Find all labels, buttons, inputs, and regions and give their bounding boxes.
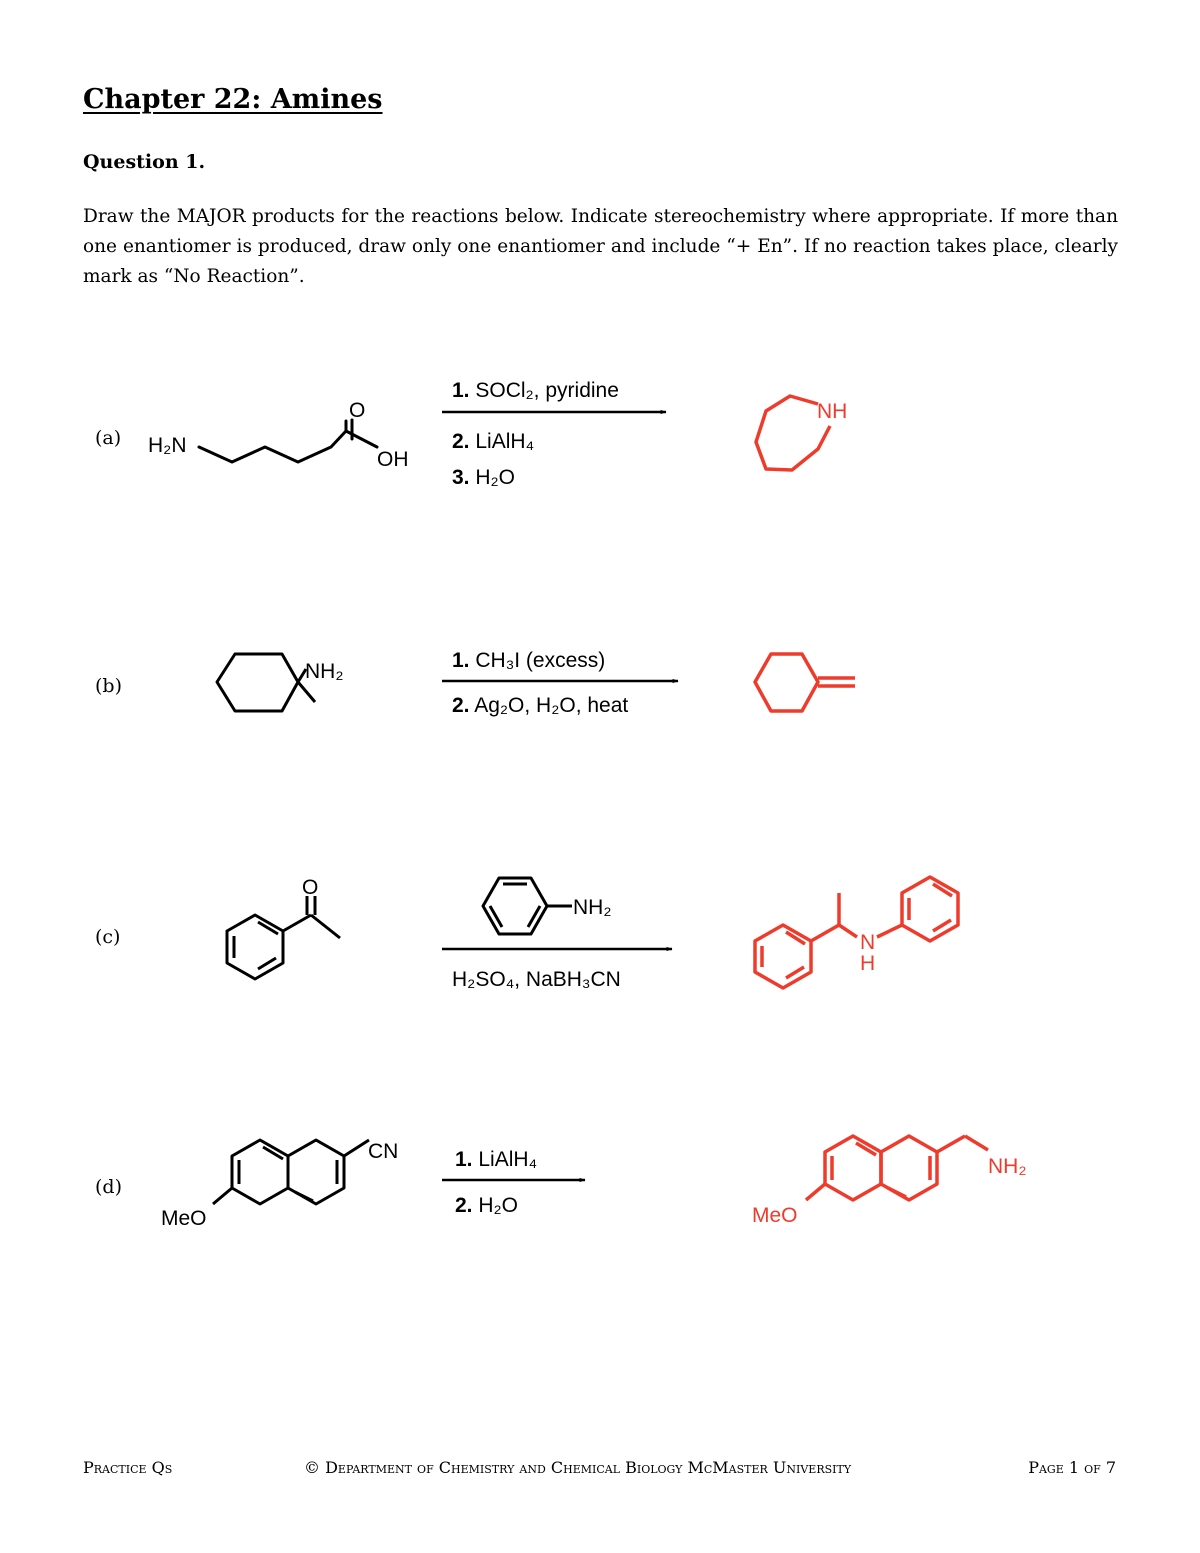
instructions: Draw the MAJOR products for the reactions below. Indicate stereochemistry where appropriate. If more than one enantiomer is produced, draw only one enantiomer and include “+ En”. If no reaction takes place, clearly mark as “No Reaction”. — [83, 206, 1118, 287]
product-d-ch2-bond — [937, 1136, 965, 1152]
question-label: Question 1. — [83, 151, 206, 173]
step-d-2: 2. H₂O — [455, 1194, 519, 1217]
methyl-bond — [311, 915, 340, 938]
cyclohexane-ring — [217, 654, 298, 711]
reactant-a — [199, 420, 377, 462]
aryl-carbonyl-bond — [283, 915, 311, 931]
reactant-c-acetophenone — [227, 896, 340, 979]
aniline-ring — [483, 878, 547, 934]
step-a-3: 3. H₂O — [452, 466, 516, 489]
footer-left: Practice Qs — [83, 1458, 173, 1477]
reactant-a-hydroxyl-label: OH — [377, 448, 409, 471]
step-a-2: 2. LiAlH₄ — [452, 430, 535, 453]
reaction-d-label: (d) — [95, 1176, 122, 1198]
reactant-b — [217, 654, 315, 711]
product-d-nh2-label: NH₂ — [988, 1155, 1027, 1178]
reaction-d — [95, 1136, 1026, 1230]
reaction-a-label: (a) — [95, 427, 122, 449]
reaction-c — [95, 876, 958, 991]
footer-center: © Department of Chemistry and Chemical Biology McMaster University — [304, 1458, 852, 1477]
product-d-meo-label: MeO — [752, 1204, 798, 1227]
reactant-b-amine-label: NH₂ — [305, 660, 344, 683]
reactant-d-naphthalene — [213, 1140, 369, 1204]
c-n-bond — [839, 925, 857, 937]
reactant-a-oxygen-label: O — [349, 399, 366, 422]
footer-page-number: Page 1 of 7 — [1028, 1458, 1116, 1477]
product-d-naphthylmethylamine — [806, 1136, 988, 1200]
step-a-1: 1. SOCl₂, pyridine — [452, 379, 619, 402]
reactant-a-amine-label: H₂N — [148, 434, 187, 457]
product-c-h-label: H — [860, 952, 876, 975]
naph-inner-3 — [295, 1192, 313, 1201]
reaction-c-label: (c) — [95, 926, 121, 948]
reactant-c-oxygen-label: O — [302, 876, 319, 899]
product-c-n-label: N — [860, 931, 876, 954]
reaction-b — [95, 649, 855, 717]
product-d-ch2-n-bond — [965, 1136, 988, 1150]
product-b-ring — [755, 654, 818, 711]
product-a-nh-label: NH — [817, 400, 848, 423]
methoxy-bond — [213, 1188, 232, 1204]
nitrile-bond — [344, 1140, 369, 1156]
reactant-d-meo-label: MeO — [161, 1207, 207, 1230]
reagent-aniline-nh2-label: NH₂ — [573, 896, 612, 919]
conditions-c: H₂SO₄, NaBH₃CN — [452, 968, 621, 991]
product-b-methylenecyclohexane — [755, 654, 855, 711]
chapter-title: Chapter 22: Amines — [83, 84, 383, 115]
benzylic-bond — [811, 925, 839, 941]
reactant-d-cn-label: CN — [368, 1140, 399, 1163]
reaction-b-label: (b) — [95, 675, 122, 697]
reagent-aniline — [483, 878, 572, 934]
n-aryl-bond — [877, 925, 902, 937]
reaction-a — [95, 379, 847, 489]
product-d-methoxy-bond — [806, 1184, 825, 1200]
step-b-2: 2. Ag₂O, H₂O, heat — [452, 694, 629, 717]
product-c-secondary-amine — [755, 877, 958, 988]
step-d-1: 1. LiAlH₄ — [455, 1148, 538, 1171]
reactant-a-chain — [199, 431, 346, 462]
methyl-bond — [298, 682, 315, 702]
product-a-azepane — [756, 396, 847, 470]
product-d-inner-3 — [888, 1188, 906, 1197]
step-b-1: 1. CH₃I (excess) — [452, 649, 606, 672]
